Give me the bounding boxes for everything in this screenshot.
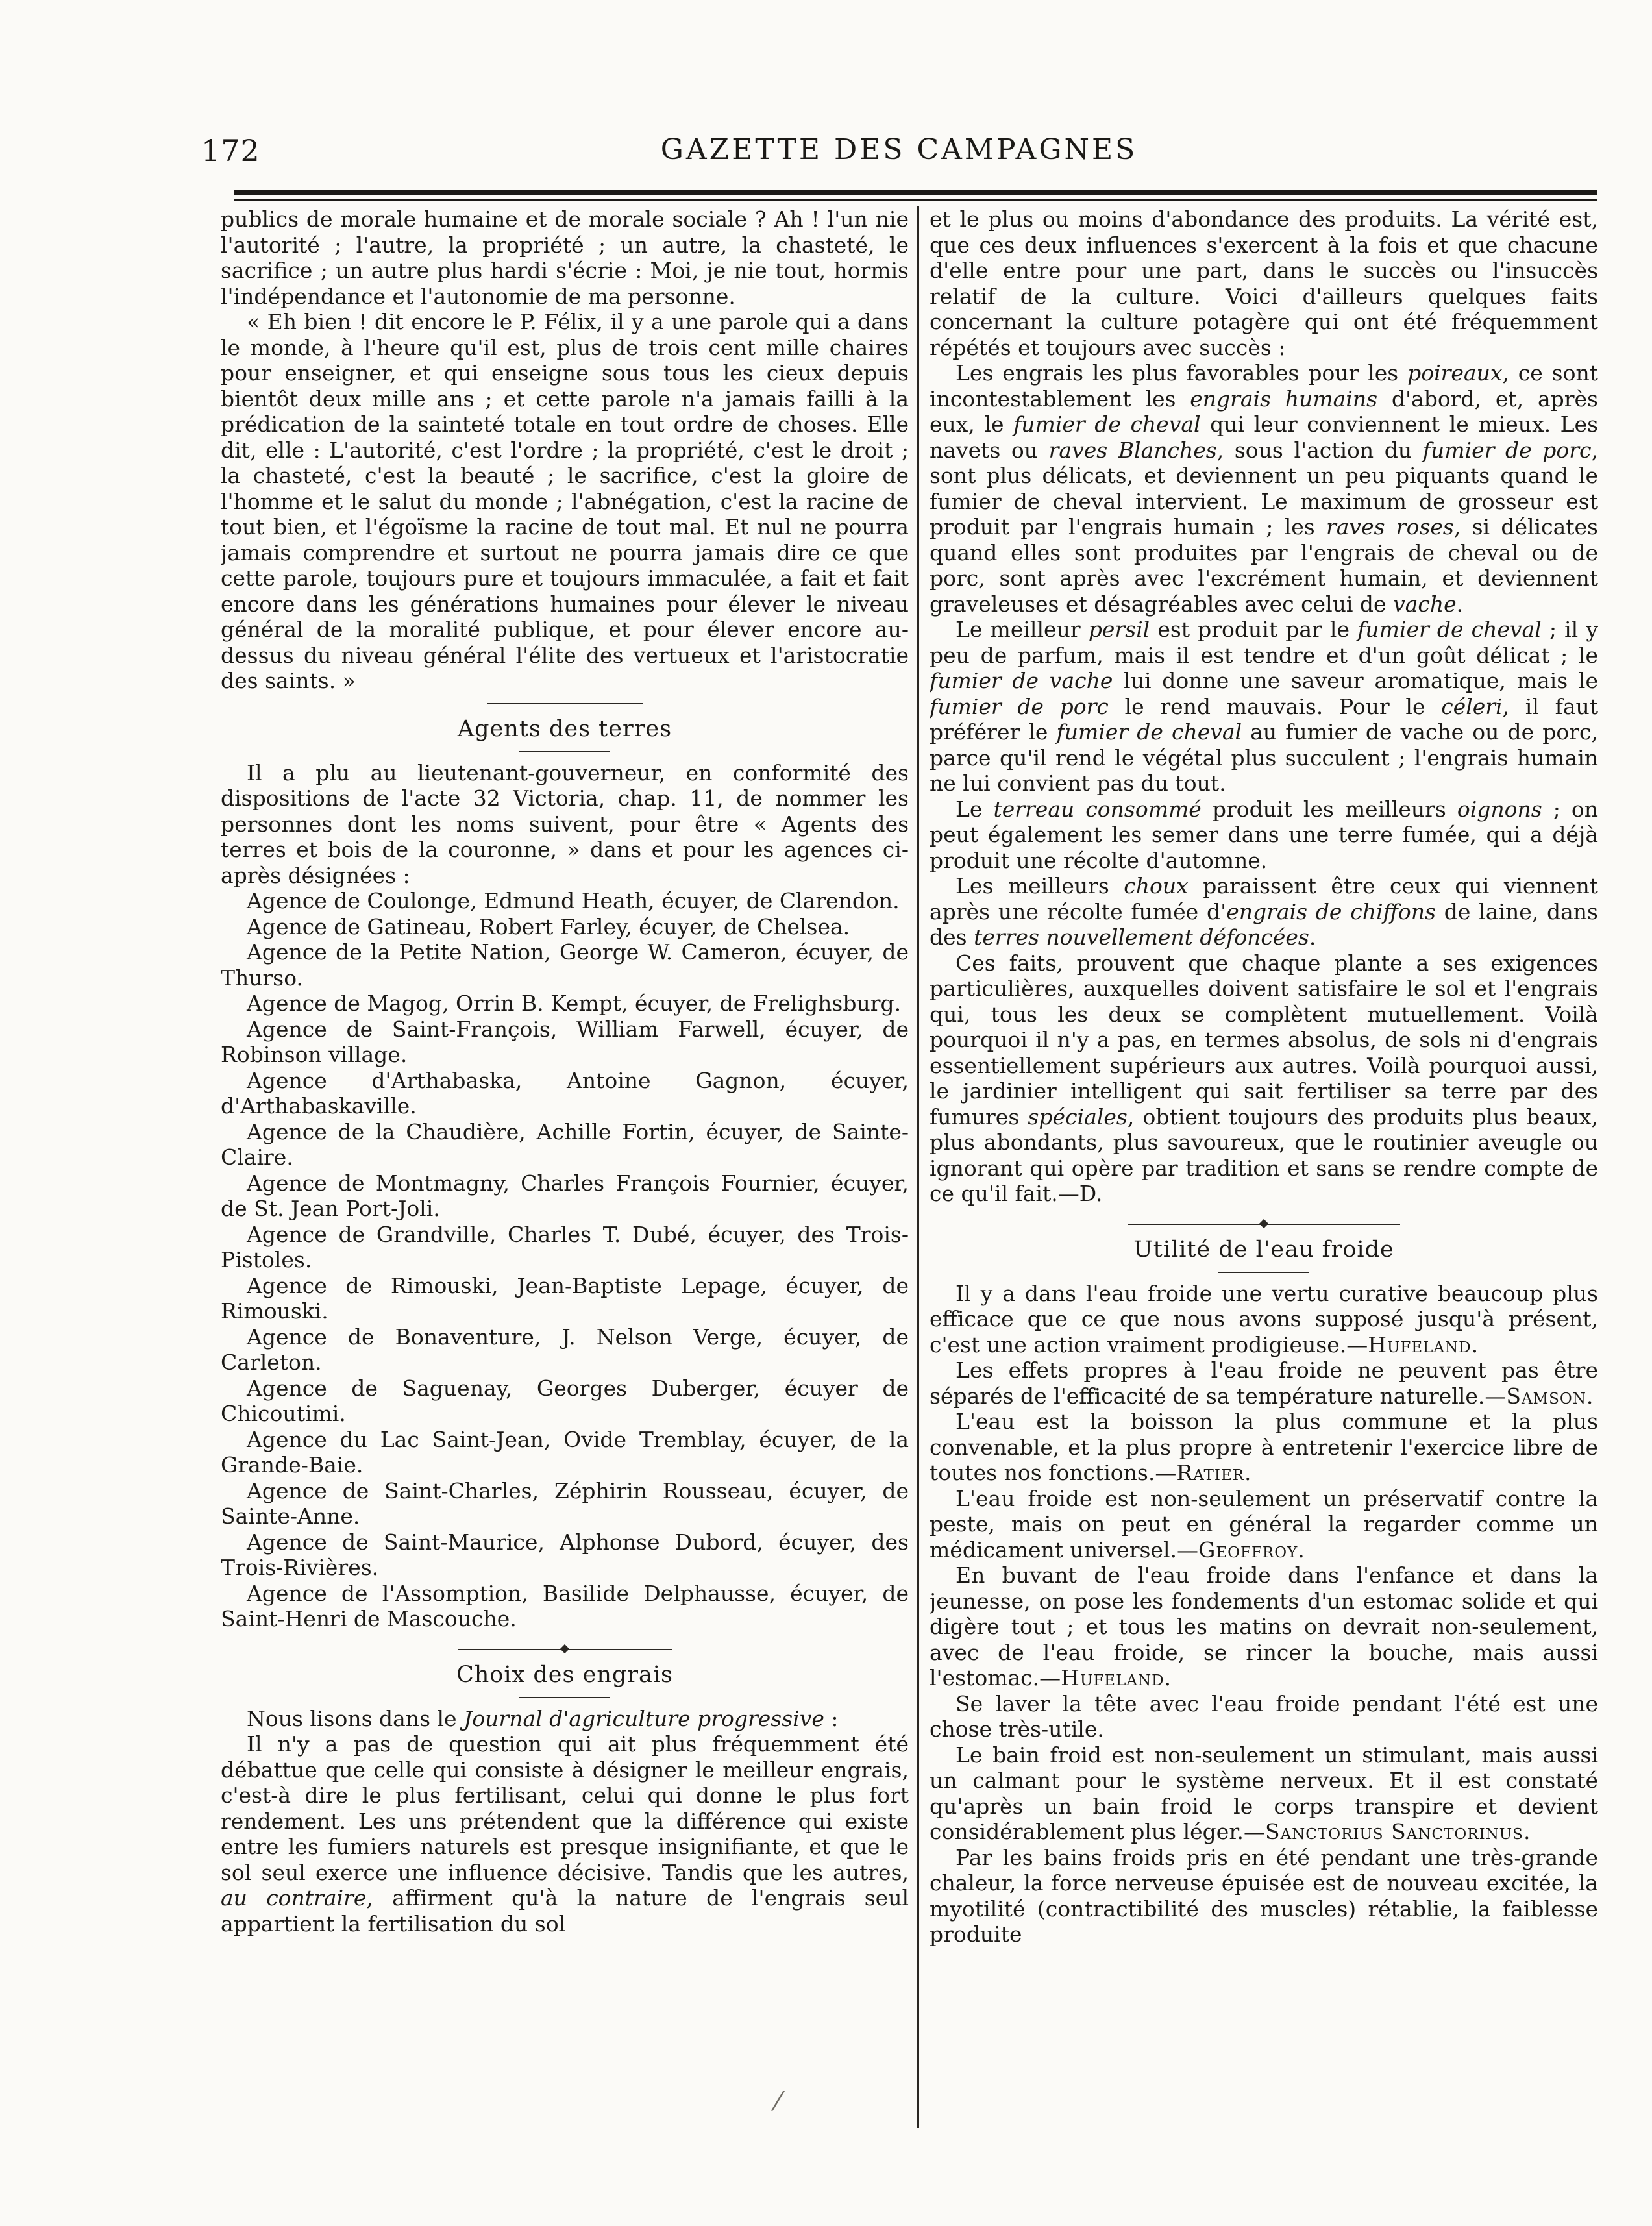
emphasis: terreau consommé [993, 796, 1202, 822]
text-run: lui donne une saveur aromatique, mais le [1113, 668, 1598, 693]
quote-text: Se laver la tête avec l'eau froide pendant l'été est une chose très-utile. [930, 1690, 1598, 1742]
agency-item: Agence de la Petite Nation, George W. Cameron, écuyer, de Thurso. [221, 939, 909, 991]
text-run: qui leur conviennent le mieux. Les navets ou [930, 412, 1598, 463]
intro-paragraph-2: « Eh bien ! dit encore le P. Félix, il y a une parole qui a dans le monde, à l'heure qu'il est, plus de trois cent mille chaires pour enseigner, et qui enseigne sous tous les cieux depuis bientôt deux mille ans ; et cette parole n'a jamais failli à la prédication de la sainteté totale en tout ordre de choses. Elle dit, elle : L'autorité, c'est l'ordre ; la propriété, c'est le droit ; la chasteté, c'est la beauté ; le sacrifice, c'est la gloire de l'homme et le salut du monde ; l'abnégation, c'est la racine de tout bien, et l'égoïsme la racine de tout mal. Et nul ne pourra jamais comprendre et surtout ne pourra jamais dire ce que cette parole, toujours pure et toujours immaculée, a fait et fait encore dans les générations humaines pour élever le niveau général de la moralité publique, et pour élever encore au-dessus du niveau général l'élite des vertueux et l'aristocratie des saints. » [221, 309, 909, 693]
quote-paragraph [930, 1691, 1598, 1742]
agency-list [221, 888, 909, 1632]
section-title-underline [519, 1697, 610, 1698]
quote-paragraph [930, 1357, 1598, 1409]
section-divider [487, 703, 643, 704]
agency-item: Agence du Lac Saint-Jean, Ovide Tremblay, écuyer, de la Grande-Baie. [221, 1426, 909, 1478]
text-run: . [1456, 591, 1464, 617]
text-run: paraissent être ceux qui viennent après une récolte fumée d' [930, 873, 1598, 924]
engrais-paragraph [221, 1731, 909, 1936]
text-run: ; on peut également les semer dans une terre fumée, qui a déjà produit une récolte d'automne. [930, 796, 1598, 873]
quote-author: Hufeland. [1368, 1331, 1479, 1357]
emphasis: au contraire [221, 1885, 367, 1911]
text-run: , affirment qu'à la nature de l'engrais seul appartient la fertilisation du sol [221, 1885, 909, 1936]
text-run: de laine, dans des [930, 898, 1598, 950]
persil-paragraph [930, 617, 1598, 797]
right-column [930, 206, 1598, 2128]
quote-author: Hufeland. [1061, 1665, 1172, 1690]
text-run: produit les meilleurs [1201, 796, 1457, 822]
text-run: , sont plus délicats, et deviennent un peu piquants quand le fumier de cheval intervient. Le maximum de grosseur est produit par l'engrais humain ; les [930, 437, 1598, 539]
section-title-engrais: Choix des engrais [456, 1661, 674, 1688]
agency-item: Agence de l'Assomption, Basilide Delphausse, écuyer, de Saint-Henri de Mascouche. [221, 1580, 909, 1631]
emphasis: fumier de porc [930, 693, 1109, 719]
agents-intro: Il a plu au lieutenant-gouverneur, en conformité des dispositions de l'acte 32 Victoria, chap. 11, de nommer les personnes dont les noms suivent, pour être « Agents des terres et bois de la couronne, » dans et pour les agences ci-après désignées : [221, 760, 909, 888]
journal-name: Journal d'agriculture progressive [463, 1705, 824, 1731]
quote-text: Le bain froid est non-seulement un stimulant, mais aussi un calmant pour le système nerveux. Et il est constaté qu'après un bain froid le corps transpire et devient considérablement plus léger.— [930, 1742, 1598, 1844]
choux-paragraph [930, 873, 1598, 950]
section-title-eau-froide: Utilité de l'eau froide [1133, 1236, 1394, 1263]
source-suffix: : [824, 1705, 839, 1731]
text-run: Les meilleurs [955, 873, 1124, 898]
emphasis: vache [1393, 591, 1457, 617]
quote-author: Sanctorius Sanctorinus. [1264, 1819, 1531, 1844]
ink-speck-mark: ⁄ [776, 2087, 780, 2117]
emphasis: raves roses [1325, 514, 1454, 539]
emphasis: persil [1088, 617, 1150, 642]
header-rule-thick [234, 190, 1597, 195]
quote-paragraph [930, 1563, 1598, 1691]
agency-item: Agence de Saguenay, Georges Duberger, écuyer de Chicoutimi. [221, 1375, 909, 1426]
text-run: Le meilleur [955, 617, 1089, 642]
agency-item: Agence d'Arthabaska, Antoine Gagnon, écuyer, d'Arthabaskaville. [221, 1067, 909, 1119]
emphasis: fumier de cheval [1013, 412, 1201, 437]
agency-item: Agence de Saint-François, William Farwell, écuyer, de Robinson village. [221, 1016, 909, 1067]
emphasis: fumier de porc [1422, 437, 1592, 463]
emphasis: engrais de chiffons [1226, 898, 1436, 924]
text-run: , ce sont incontestablement les [930, 360, 1598, 412]
agency-item: Agence de Bonaventure, J. Nelson Verge, écuyer, de Carleton. [221, 1324, 909, 1375]
emphasis: fumier de cheval [1357, 617, 1542, 642]
quote-author: Geoffroy. [1198, 1537, 1305, 1563]
text-run: , sous l'action du [1216, 437, 1423, 463]
agency-item: Agence de Saint-Charles, Zéphirin Rousseau, écuyer, de Sainte-Anne. [221, 1478, 909, 1529]
agency-item: Agence de Gatineau, Robert Farley, écuyer, de Chelsea. [247, 913, 850, 939]
quote-author: Samson. [1506, 1383, 1594, 1409]
text-run: le rend mauvais. Pour le [1108, 693, 1442, 719]
text-run: Il n'y a pas de question qui ait plus fréquemment été débattue que celle qui consiste à désigner le meilleur engrais, c'est-à dire le plus fertilisant, celui qui donne le plus fort rendement. Les uns prétendent que la différence qui existe entre les fumiers naturels est presque insignifiante, et que le sol seul exerce une influence décisive. Tandis que les autres, [221, 1731, 909, 1885]
text-run: Les engrais les plus favorables pour les [955, 360, 1408, 386]
quote-author: Ratier. [1176, 1460, 1252, 1485]
text-run: au fumier de vache ou de porc, parce qu'il rend le végétal plus succulent ; l'engrais humain ne lui convient pas du tout. [930, 719, 1598, 796]
quote-paragraph [930, 1742, 1598, 1845]
quote-text: L'eau est la boisson la plus commune et la plus convenable, et la plus propre à entretenir l'exercice libre de toutes nos fonctions.— [930, 1409, 1598, 1485]
text-run: ; il y peu de parfum, mais il est tendre et d'un goût délicat ; le [930, 617, 1598, 668]
quote-text: Les effets propres à l'eau froide ne peuvent pas être séparés de l'efficacité de sa température naturelle.— [930, 1357, 1598, 1409]
emphasis: spéciales [1028, 1104, 1128, 1130]
emphasis: fumier de vache [930, 668, 1113, 693]
text-run: Le [955, 796, 994, 822]
poireaux-paragraph [930, 360, 1598, 617]
emphasis: engrais humains [1190, 386, 1378, 412]
header-rule-thin [234, 199, 1597, 201]
column-divider [917, 206, 919, 2128]
ornamental-divider [1128, 1224, 1400, 1225]
text-run: , obtient toujours des produits plus beaux, plus abondants, plus savoureux, que le routinier aveugle ou ignorant qui opère par tradition et sans se rendre compte de ce qu'il fait.—D. [930, 1104, 1598, 1206]
section-title-underline [1218, 1272, 1309, 1273]
page-number: 172 [201, 133, 260, 168]
running-title: GAZETTE DES CAMPAGNES [660, 133, 1138, 166]
section-title-agents: Agents des terres [457, 715, 672, 742]
continuation-paragraph: et le plus ou moins d'abondance des produits. La vérité est, que ces deux influences s'exercent à la fois et que chacune d'elle entre pour une part, dans le succès ou l'insuccès relatif de la culture. Voici d'ailleurs quelques faits concernant la culture potagère qui ont été fréquemment répétés et toujours avec succès : [930, 206, 1598, 360]
page-header [201, 133, 1597, 172]
oignons-paragraph [930, 797, 1598, 874]
emphasis: raves Blanches [1048, 437, 1217, 463]
emphasis: choux [1124, 873, 1189, 898]
quote-paragraph [930, 1281, 1598, 1358]
emphasis: céleri [1441, 693, 1503, 719]
section-title-underline [519, 751, 610, 752]
agency-item: Agence de Coulonge, Edmund Heath, écuyer, de Clarendon. [247, 888, 900, 913]
agency-item: Agence de Rimouski, Jean-Baptiste Lepage, écuyer, de Rimouski. [221, 1272, 909, 1324]
text-run: , il faut préférer le [930, 693, 1598, 745]
agency-item: Agence de Magog, Orrin B. Kempt, écuyer, de Frelighsburg. [247, 991, 902, 1016]
intro-paragraph-1: publics de morale humaine et de morale sociale ? Ah ! l'un nie l'autorité ; l'autre, la propriété ; un autre, la chasteté, le sacrifice ; un autre plus hardi s'écrie : Moi, je nie tout, hormis l'indépendance et l'autonomie de ma personne. [221, 206, 909, 309]
emphasis: poireaux [1407, 360, 1503, 386]
emphasis: oignons [1457, 796, 1542, 822]
emphasis: fumier de cheval [1056, 719, 1242, 745]
text-run: , si délicates quand elles sont produites par l'engrais de cheval ou de porc, sont après avec l'excrément humain, et deviennent graveleuses et désagréables avec celui de [930, 514, 1598, 617]
agency-item: Agence de Montmagny, Charles François Fournier, écuyer, de St. Jean Port-Joli. [221, 1170, 909, 1221]
quote-text: L'eau froide est non-seulement un préservatif contre la peste, mais on peut en général la regarder comme un médicament universel.— [930, 1485, 1598, 1563]
engrais-source-line [221, 1706, 909, 1732]
quote-paragraph [930, 1845, 1598, 1948]
agency-item: Agence de Grandville, Charles T. Dubé, écuyer, des Trois-Pistoles. [221, 1221, 909, 1272]
quote-paragraph [930, 1409, 1598, 1486]
faits-paragraph [930, 950, 1598, 1207]
quote-paragraph [930, 1486, 1598, 1563]
text-run: . [1309, 924, 1316, 950]
left-column [221, 206, 909, 2128]
quote-text: Il y a dans l'eau froide une vertu curative beaucoup plus efficace que ce que nous avons supposé jusqu'à présent, c'est une action vraiment prodigieuse.— [930, 1280, 1598, 1357]
text-run: est produit par le [1150, 617, 1358, 642]
text-run: Ces faits, prouvent que chaque plante a ses exigences particulières, auxquelles doivent satisfaire le sol et l'engrais qui, tous les deux se complètent mutuellement. Voilà pourquoi il n'y a pas, en termes absolus, de sols ni d'engrais essentiellement supérieurs aux autres. Voilà pourquoi aussi, le jardinier intelligent qui sait fertiliser sa terre par des fumures [930, 950, 1598, 1130]
source-prefix: Nous lisons dans le [247, 1705, 464, 1731]
quote-text: En buvant de l'eau froide dans l'enfance et dans la jeunesse, on pose les fondements d'un estomac solide et qui digère tout ; et tous les matins on devrait non-seulement, avec de l'eau froide, se rincer la bouche, mais aussi l'estomac.— [930, 1563, 1598, 1690]
quote-text: Par les bains froids pris en été pendant une très-grande chaleur, la force nerveuse épuisée est de nouveau excitée, la myotilité (contractibilité des muscles) rétablie, la faiblesse produite [930, 1844, 1598, 1947]
agency-item: Agence de la Chaudière, Achille Fortin, écuyer, de Sainte-Claire. [221, 1119, 909, 1170]
ornamental-divider [458, 1649, 672, 1650]
emphasis: terres nouvellement défoncées [974, 924, 1309, 950]
agency-item: Agence de Saint-Maurice, Alphonse Dubord, écuyer, des Trois-Rivières. [221, 1529, 909, 1580]
text-run: d'abord, et, après eux, le [930, 386, 1598, 437]
